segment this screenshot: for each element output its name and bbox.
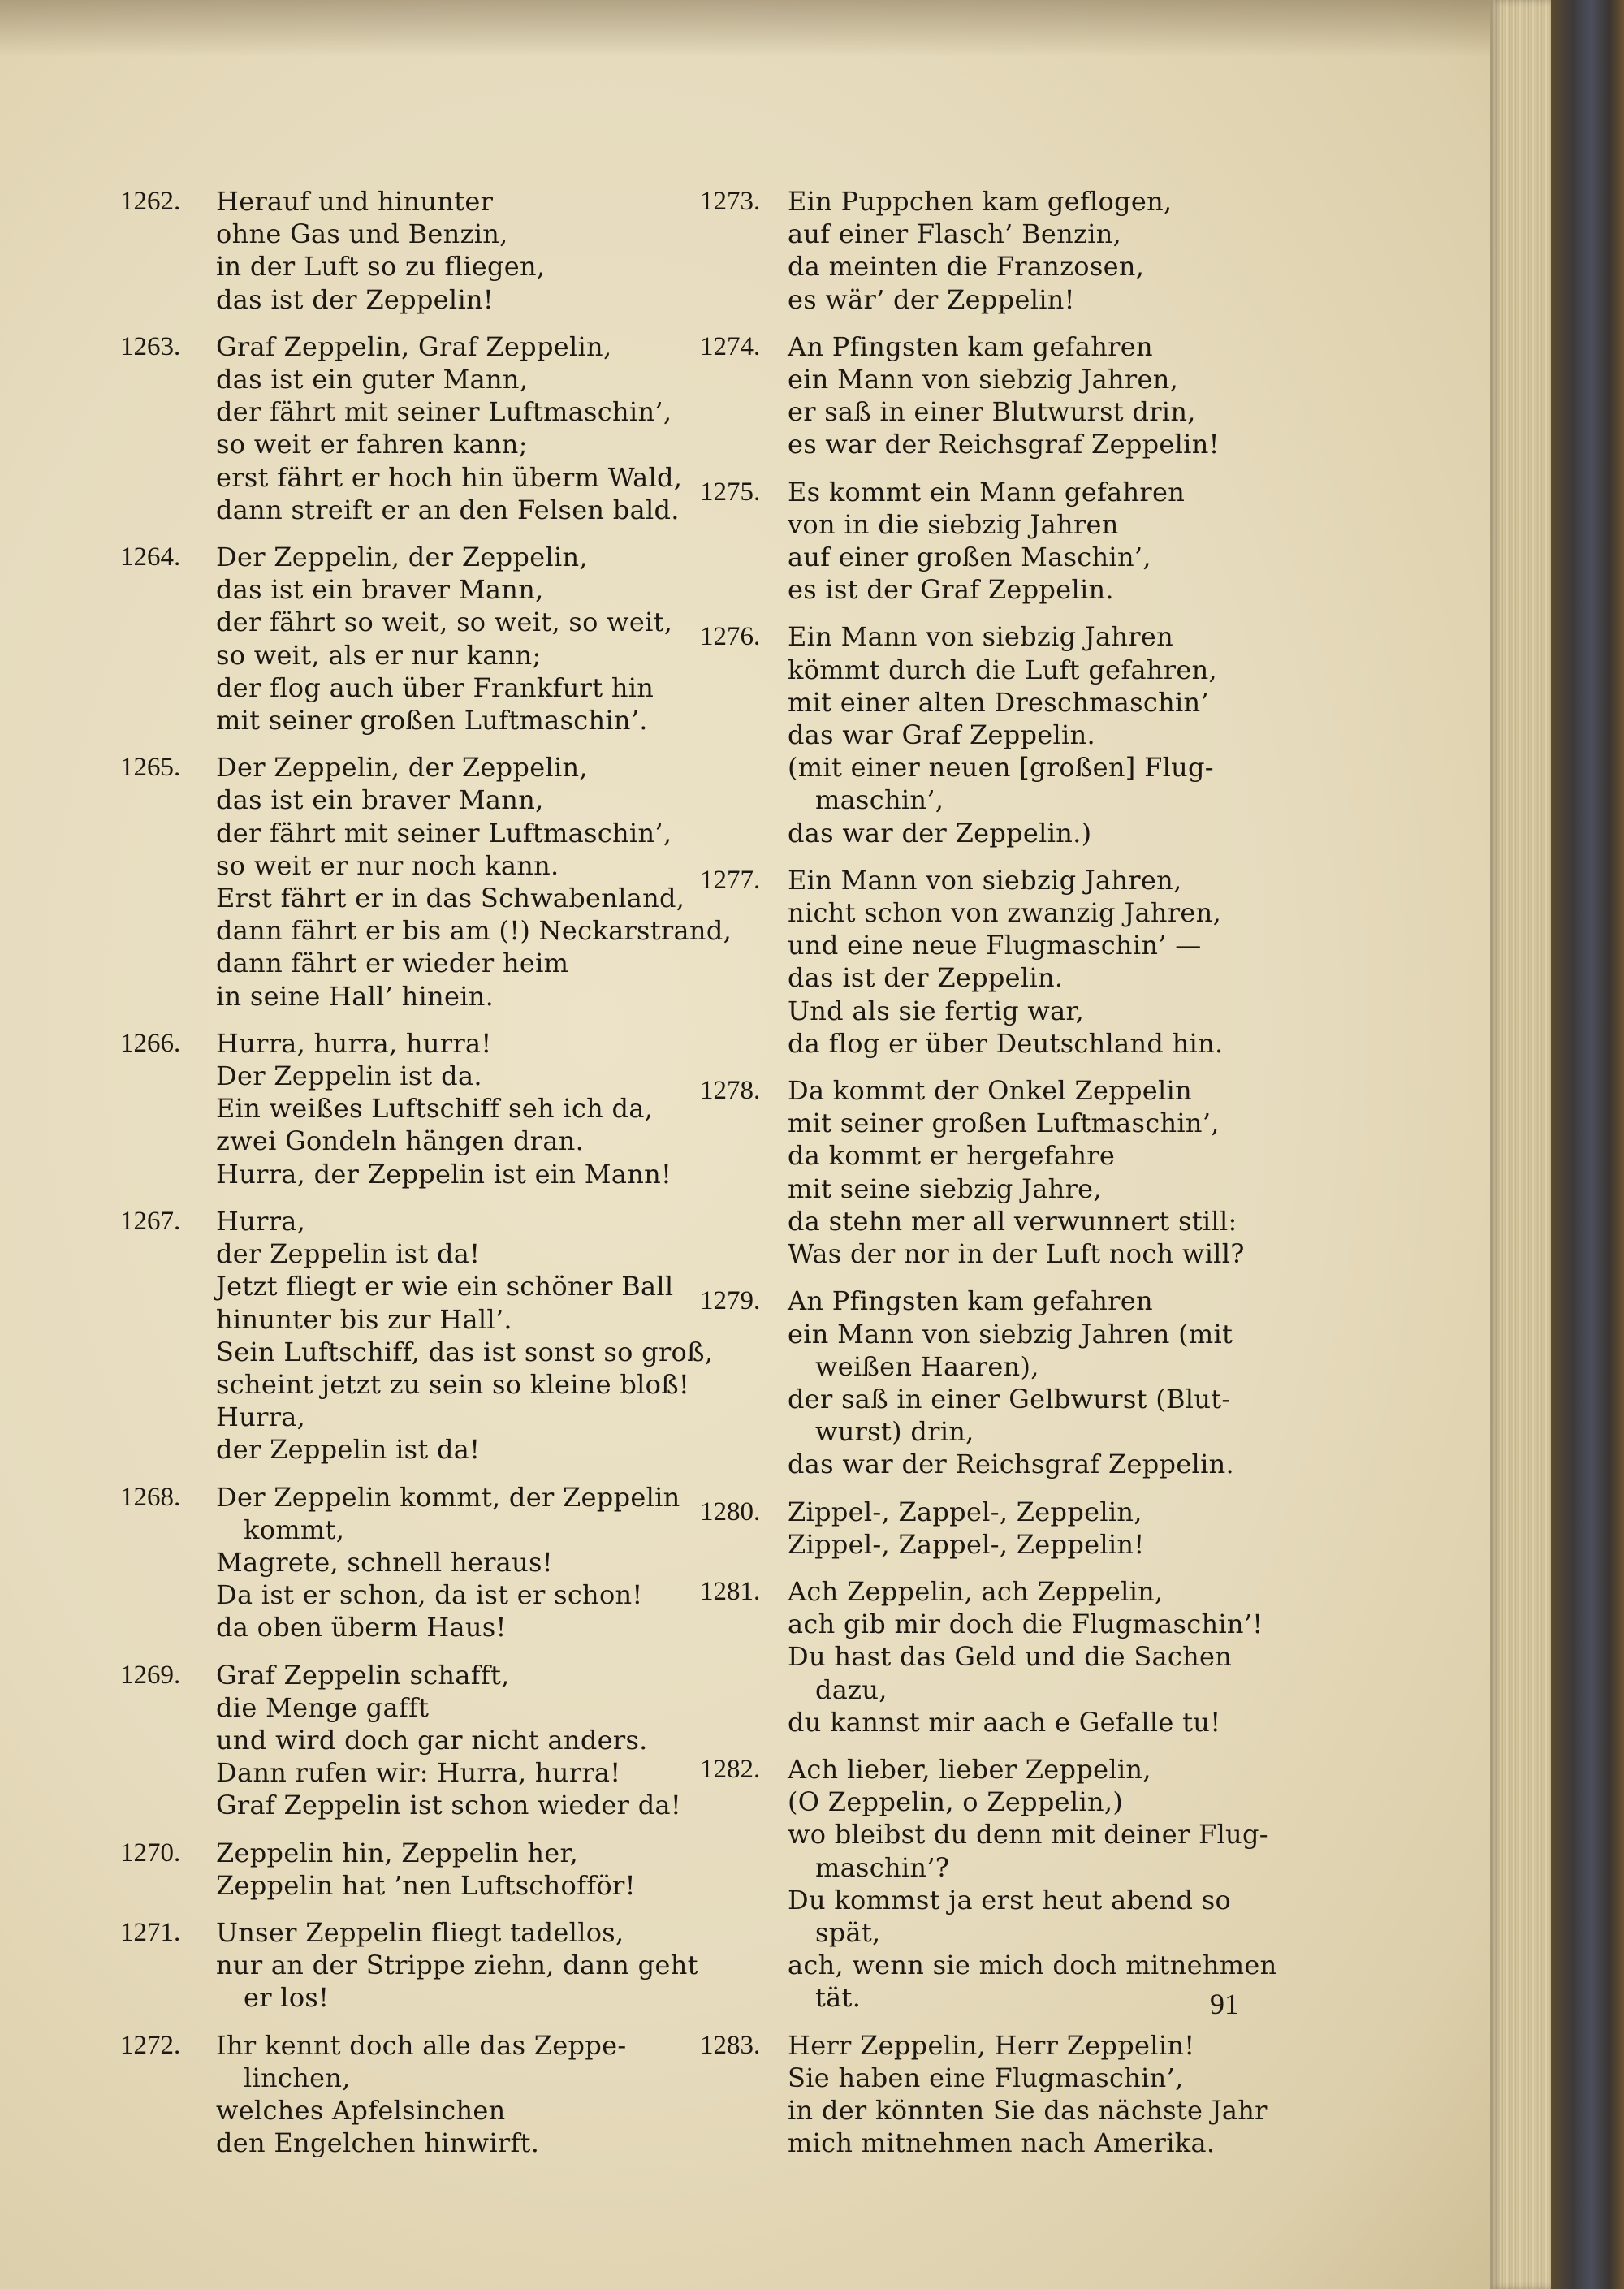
verse-line: Sie haben eine Flugmaschin’, [788, 2062, 1184, 2093]
verse-line: (mit einer neuen [großen] Flug- [788, 752, 1214, 784]
verse-line: und eine neue Flugmaschin’ — [788, 930, 1202, 961]
verse-line: Herr Zeppelin, Herr Zeppelin! [788, 2029, 1195, 2061]
verse-line: der saß in einer Gelbwurst (Blut- [788, 1383, 1231, 1414]
verse-line: Ein Puppchen kam geflogen, [788, 186, 1173, 217]
verse-entry [120, 1659, 705, 1822]
verse-entry [120, 1027, 705, 1190]
verse-line: auf einer großen Maschin’, [788, 542, 1151, 573]
page-number: 91 [1210, 1988, 1239, 2020]
verse-line: Herauf und hinunter [216, 186, 494, 217]
verse-line: der flog auch über Frankfurt hin [216, 672, 654, 703]
verse-entry [120, 185, 705, 316]
verse-line: er los! [244, 1982, 330, 2014]
verse-entry [700, 1285, 1268, 1480]
verse-line: Graf Zeppelin, Graf Zeppelin, [216, 330, 612, 362]
verse-line: und wird doch gar nicht anders. [216, 1724, 648, 1756]
verse-number: 1282. [700, 1754, 761, 1784]
verse-line: das ist der Zeppelin! [216, 283, 495, 315]
verse-entry [700, 1496, 1268, 1561]
verse-line: ein Mann von siebzig Jahren, [788, 364, 1179, 395]
verse-line: Sein Luftschiff, das ist sonst so groß, [216, 1336, 714, 1367]
verse-line: von in die siebzig Jahren [788, 508, 1119, 540]
verse-line: Ein Mann von siebzig Jahren [788, 621, 1174, 653]
verse-line: wo bleibst du denn mit deiner Flug- [788, 1819, 1268, 1851]
verse-line: Der Zeppelin kommt, der Zeppelin [216, 1481, 680, 1513]
verse-line: er saß in einer Blutwurst drin, [788, 396, 1196, 428]
verse-line: der fährt so weit, so weit, so weit, [216, 607, 673, 638]
verse-line: Und als sie fertig war, [788, 995, 1085, 1026]
verse-line: Der Zeppelin, der Zeppelin, [216, 752, 588, 784]
verse-entry [700, 185, 1268, 316]
verse-line: kommt, [244, 1514, 345, 1545]
verse-line: dann fährt er wieder heim [216, 948, 569, 979]
verse-line: es war der Reichsgraf Zeppelin! [788, 429, 1220, 460]
verse-line: ein Mann von siebzig Jahren (mit [788, 1318, 1233, 1350]
verse-line: nicht schon von zwanzig Jahren, [788, 897, 1222, 929]
verse-line: Erst fährt er in das Schwabenland, [216, 883, 685, 914]
verse-line: die Menge gafft [216, 1691, 430, 1723]
verse-line: der fährt mit seiner Luftmaschin’, [216, 396, 672, 428]
verse-line: auf einer Flasch’ Benzin, [788, 218, 1122, 250]
right-column [700, 185, 1277, 2174]
verse-line: Zeppelin hat ’nen Luftschofför! [216, 1869, 636, 1901]
verse-entry [120, 1916, 705, 2015]
verse-number: 1273. [700, 187, 761, 216]
verse-line: du kannst mir aach e Gefalle tu! [788, 1706, 1221, 1738]
verse-line: Du hast das Geld und die Sachen [788, 1641, 1233, 1673]
verse-line: Da kommt der Onkel Zeppelin [788, 1075, 1193, 1107]
verse-entry [700, 2029, 1268, 2160]
verse-line: so weit er nur noch kann. [216, 849, 559, 881]
verse-line: weißen Haaren), [815, 1350, 1039, 1382]
verse-number: 1266. [120, 1028, 181, 1058]
verse-line: so weit er fahren kann; [216, 429, 528, 460]
verse-number: 1267. [120, 1206, 181, 1236]
verse-entry [120, 1481, 705, 1644]
verse-line: tät. [815, 1982, 862, 2014]
verse-line: Ein weißes Luftschiff seh ich da, [216, 1093, 654, 1125]
verse-line: Es kommt ein Mann gefahren [788, 476, 1186, 507]
verse-number: 1281. [700, 1576, 761, 1606]
verse-entry [700, 330, 1268, 461]
verse-line: Graf Zeppelin schafft, [216, 1659, 510, 1691]
verse-number: 1283. [700, 2030, 761, 2060]
verse-line: An Pfingsten kam gefahren [788, 330, 1153, 362]
verse-entry [700, 476, 1268, 607]
verse-line: das war der Zeppelin.) [788, 817, 1092, 849]
verse-entry [700, 864, 1268, 1060]
verse-entry [700, 1753, 1277, 2015]
verse-line: Ach lieber, lieber Zeppelin, [788, 1753, 1151, 1785]
verse-line: mich mitnehmen nach Amerika. [788, 2127, 1216, 2159]
verse-line: Hurra, der Zeppelin ist ein Mann! [216, 1158, 672, 1190]
verse-line: ohne Gas und Benzin, [216, 218, 508, 250]
verse-line: scheint jetzt zu sein so kleine bloß! [216, 1368, 690, 1400]
verse-line: in der Luft so zu fliegen, [216, 251, 546, 283]
verse-line: An Pfingsten kam gefahren [788, 1285, 1153, 1317]
verse-line: maschin’, [815, 784, 944, 816]
verse-line: dann fährt er bis am (!) Neckarstrand, [216, 915, 732, 947]
verse-number: 1269. [120, 1660, 181, 1690]
verse-line: Magrete, schnell heraus! [216, 1546, 553, 1578]
verse-line: da stehn mer all verwunnert still: [788, 1205, 1237, 1237]
verse-line: Unser Zeppelin fliegt tadellos, [216, 1916, 624, 1948]
verse-line: zwei Gondeln hängen dran. [216, 1125, 585, 1157]
verse-line: nur an der Strippe ziehn, dann geht [216, 1950, 698, 1981]
verse-line: Der Zeppelin ist da. [216, 1060, 482, 1092]
verse-line: mit seiner großen Luftmaschin’. [216, 705, 648, 736]
verse-number: 1275. [700, 477, 761, 507]
verse-line: dazu, [815, 1674, 888, 1705]
verse-number: 1272. [120, 2030, 181, 2060]
verse-line: Ein Mann von siebzig Jahren, [788, 864, 1182, 896]
verse-line: Jetzt fliegt er wie ein schöner Ball [216, 1271, 674, 1302]
verse-line: mit einer alten Dreschmaschin’ [788, 686, 1209, 718]
verse-line: es ist der Graf Zeppelin. [788, 574, 1114, 606]
verse-line: in der könnten Sie das nächste Jahr [788, 2094, 1268, 2126]
verse-line: der Zeppelin ist da! [216, 1238, 481, 1270]
verse-line: hinunter bis zur Hall’. [216, 1303, 512, 1335]
verse-number: 1271. [120, 1917, 181, 1947]
verse-number: 1263. [120, 331, 181, 361]
verse-line: dann streift er an den Felsen bald. [216, 494, 680, 525]
verse-line: das ist ein braver Mann, [216, 784, 544, 816]
verse-number: 1276. [700, 622, 761, 652]
verse-number: 1262. [120, 187, 181, 216]
verse-line: spät, [815, 1916, 881, 1948]
verse-line: wurst) drin, [815, 1416, 974, 1448]
verse-line: mit seiner großen Luftmaschin’, [788, 1108, 1220, 1139]
verse-line: (O Zeppelin, o Zeppelin,) [788, 1786, 1124, 1818]
verse-line: Dann rufen wir: Hurra, hurra! [216, 1757, 621, 1789]
verse-line: Zippel-, Zappel-, Zeppelin! [788, 1528, 1145, 1560]
verse-line: da meinten die Franzosen, [788, 251, 1145, 283]
verse-line: es wär’ der Zeppelin! [788, 283, 1075, 315]
verse-line: das ist der Zeppelin. [788, 962, 1064, 994]
verse-line: ach gib mir doch die Flugmaschin’! [788, 1609, 1263, 1640]
verse-line: da kommt er hergefahre [788, 1140, 1116, 1172]
book-cover-edge [1551, 0, 1624, 2289]
verse-line: Graf Zeppelin ist schon wieder da! [216, 1790, 682, 1821]
verse-entry [120, 330, 705, 526]
verse-line: den Engelchen hinwirft. [216, 2127, 540, 2159]
verse-number: 1265. [120, 753, 181, 783]
verse-line: Ihr kennt doch alle das Zeppe- [216, 2029, 627, 2061]
verse-line: maschin’? [815, 1851, 950, 1883]
verse-line: Hurra, [216, 1205, 306, 1237]
verse-line: Zippel-, Zappel-, Zeppelin, [788, 1496, 1142, 1527]
verse-number: 1280. [700, 1496, 761, 1527]
verse-entry [700, 620, 1268, 849]
verse-line: linchen, [244, 2062, 351, 2093]
verse-number: 1264. [120, 542, 181, 572]
verse-line: Der Zeppelin, der Zeppelin, [216, 542, 588, 573]
verse-line: Da ist er schon, da ist er schon! [216, 1579, 643, 1611]
verse-line: da flog er über Deutschland hin. [788, 1027, 1224, 1059]
verse-line: Hurra, [216, 1401, 306, 1433]
verse-entry [120, 1837, 705, 1902]
verse-line: Was der nor in der Luft noch will? [788, 1238, 1245, 1270]
verse-line: Hurra, hurra, hurra! [216, 1027, 492, 1059]
page-fore-edge [1490, 0, 1551, 2289]
verse-line: Ach Zeppelin, ach Zeppelin, [788, 1575, 1164, 1607]
verse-line: der fährt mit seiner Luftmaschin’, [216, 817, 672, 849]
verse-number: 1277. [700, 865, 761, 895]
verse-entry [700, 1074, 1268, 1270]
verse-line: welches Apfelsinchen [216, 2094, 506, 2126]
verse-number: 1268. [120, 1482, 181, 1512]
verse-number: 1278. [700, 1076, 761, 1106]
verse-number: 1270. [120, 1838, 181, 1868]
verse-line: so weit, als er nur kann; [216, 639, 542, 671]
verse-number: 1279. [700, 1286, 761, 1316]
verse-entry [120, 1205, 714, 1466]
verse-line: ach, wenn sie mich doch mitnehmen [788, 1950, 1277, 1981]
verse-line: Du kommst ja erst heut abend so [788, 1884, 1232, 1915]
page-top-shadow [0, 0, 1551, 57]
verse-line: das ist ein guter Mann, [216, 364, 529, 395]
verse-line: das war Graf Zeppelin. [788, 719, 1095, 751]
verse-entry [120, 541, 705, 736]
verse-entry [120, 2029, 705, 2160]
verse-line: Zeppelin hin, Zeppelin her, [216, 1837, 579, 1868]
verse-line: das ist ein braver Mann, [216, 574, 544, 606]
verse-line: der Zeppelin ist da! [216, 1434, 481, 1466]
verse-line: mit seine siebzig Jahre, [788, 1173, 1102, 1204]
verse-number: 1274. [700, 331, 761, 361]
verse-line: das war der Reichsgraf Zeppelin. [788, 1449, 1235, 1480]
verse-line: in seine Hall’ hinein. [216, 980, 495, 1012]
verse-line: kömmt durch die Luft gefahren, [788, 654, 1217, 685]
verse-line: da oben überm Haus! [216, 1612, 507, 1643]
verse-entry [700, 1575, 1268, 1738]
verse-line: erst fährt er hoch hin überm Wald, [216, 461, 683, 493]
